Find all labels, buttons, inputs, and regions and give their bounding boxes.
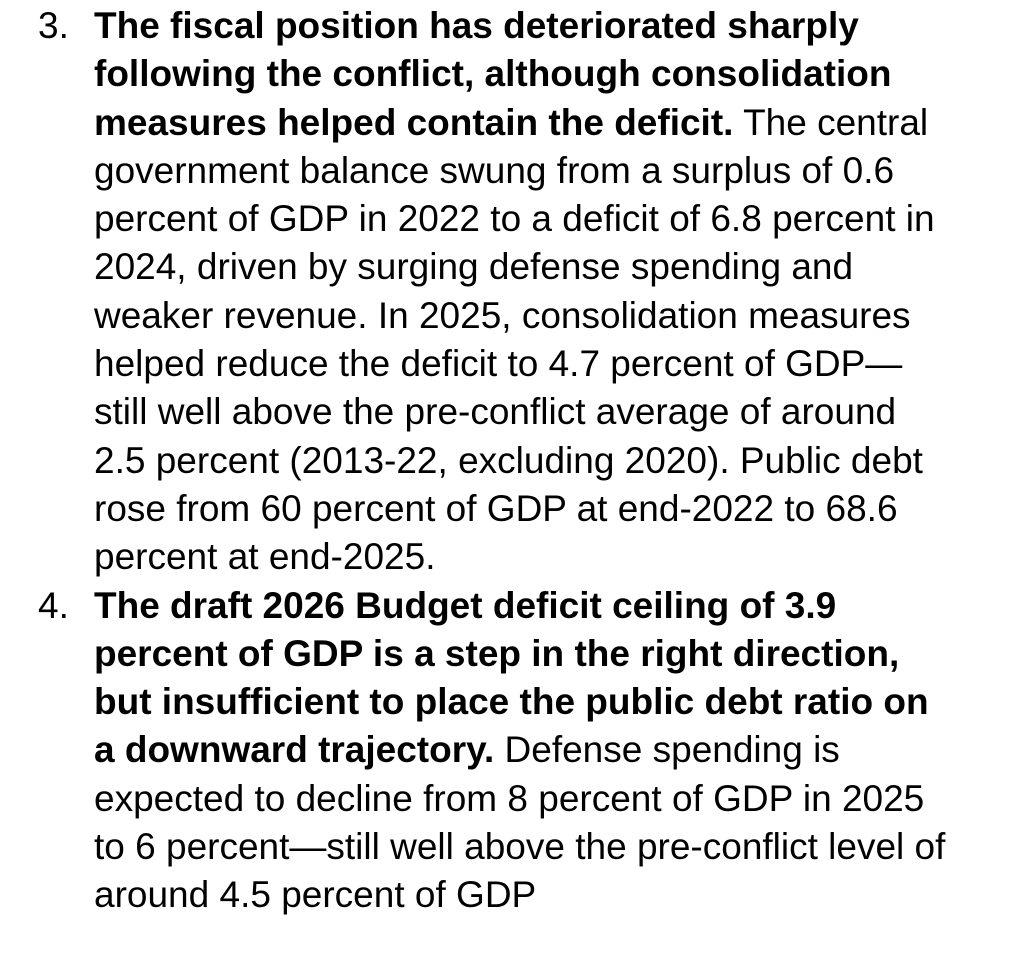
paragraph-lead-sentence: The draft 2026 Budget deficit ceiling of 3.9 percent of GDP is a step in the right direction, but insufficient to place the public debt ratio on a downward trajectory. xyxy=(94,584,929,771)
paragraph-3 xyxy=(0,2,954,582)
paragraph-number: 4. xyxy=(38,584,69,626)
paragraph-number: 3. xyxy=(38,5,69,46)
paragraph-lead-sentence: The fiscal position has deteriorated sharply following the conflict, although consolidation measures helped contain the deficit. xyxy=(94,5,892,143)
paragraph-body-text: The central government balance swung from a surplus of 0.6 percent of GDP in 2022 to a deficit of 6.8 percent in 2024, driven by surging defense spending and weaker revenue. In 2025, consolidation measures helped reduce the deficit to 4.7 percent of GDP—still well above the pre-conflict average of around 2.5 percent (2013-22, excluding 2020). Public debt rose from 60 percent of GDP at end-2022 to 68.6 percent at end-2025. xyxy=(94,101,935,578)
numbered-paragraph-list xyxy=(0,2,1017,920)
paragraph-4 xyxy=(0,582,954,920)
paragraph-body-text: Defense spending is expected to decline from 8 percent of GDP in 2025 to 6 percent—still well above the pre-conflict level of around 4.5 percent of GDP xyxy=(94,729,946,916)
cropped-next-line xyxy=(94,962,854,971)
